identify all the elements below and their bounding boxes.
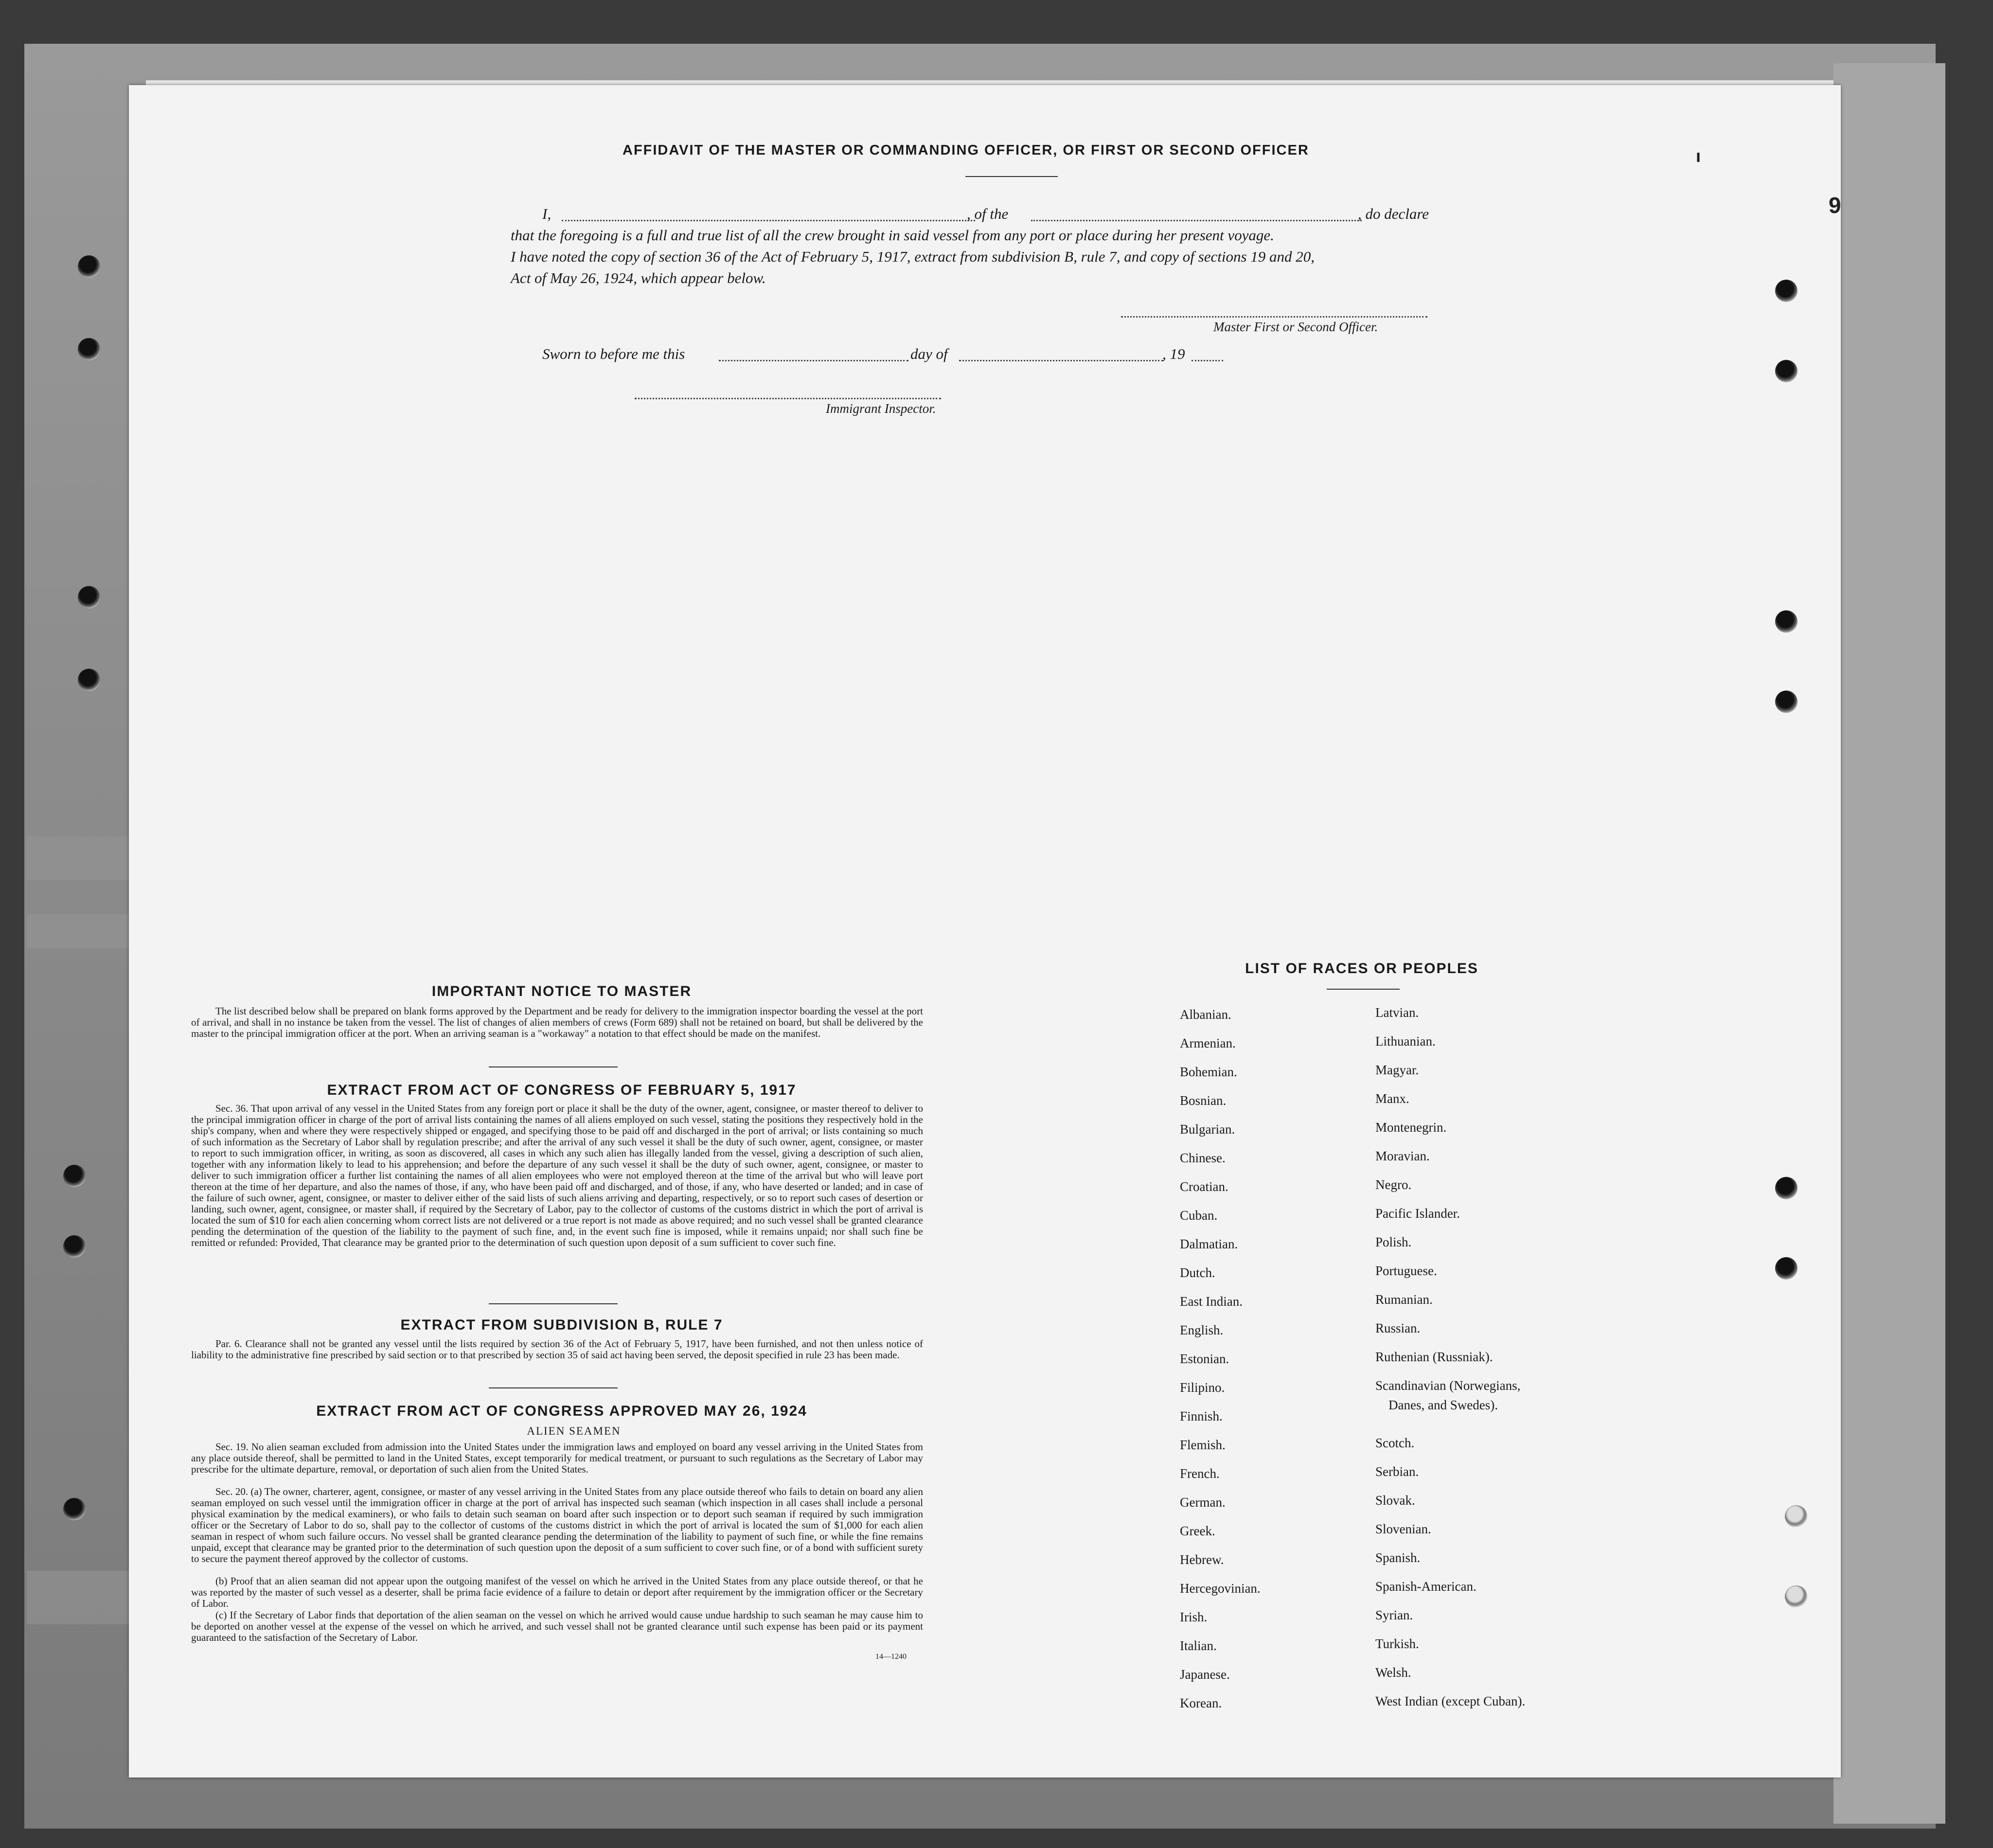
race-item: Montenegrin.: [1375, 1120, 1447, 1135]
sworn-year: , 19: [1162, 345, 1185, 362]
extract-1917-body: Sec. 36. That upon arrival of any vessel in the United States from any foreign port or place it shall be the duty of the owner, agent, consignee, or master thereof to deliver to the principal immigration officer in charge of the port of arrival lists containing the names of all aliens employed on such vessel, stating the positions they respectively hold in the ship's company, when and where they were respectively shipped or engaged, and specifying those to be paid off and discharged in the port of arrival; or lists containing so much of such information as the Secretary of Labor shall by regulation prescribe; and after the arrival of any such vessel it shall be the duty of such owner, agent, consignee, or master to report to such immigration officer, in writing, as soon as discovered, all cases in which any such alien has illegally landed from the vessel, giving a description of such alien, together with any information likely to lead to his apprehension; and before the departure of any such vessel it shall be the duty of such owner, agent, consignee, or master to deliver to such immigration officer a further list containing the names of all alien employees who were not employed thereon at the time of the arrival but who will leave port thereon at the time of her departure, and also the names of those, if any, who have been paid off and discharged, and of those, if any, who have deserted or landed; and in case of the failure of such owner, agent, consignee, or master to deliver either of the said lists of such aliens arriving and departing, respectively, or so to report such cases of desertion or landing, such owner, agent, consignee, or master shall, if required by the Secretary of Labor, pay to the collector of customs of the customs district in which the port of arrival is located the sum of $10 for each alien concerning whom correct lists are not delivered or a true report is not made as above required; and no such vessel shall be granted clearance pending the determination of the question of the liability to the payment of such fine, and, in the event such fine is imposed, while it remains unpaid; nor shall such fine be remitted or refunded: Provided, That clearance may be granted prior to the determination of such question upon deposit of a sum sufficient to cover such fine.: [191, 1102, 923, 1248]
punch-hole: [1785, 1585, 1807, 1608]
race-item: Manx.: [1375, 1091, 1409, 1106]
race-item: Bohemian.: [1180, 1065, 1237, 1079]
sworn-month-blank: [959, 360, 1163, 361]
notice-body: The list described below shall be prepared on blank forms approved by the Department and be ready for delivery to the immigration inspector boarding the vessel at the port of arrival, and shall in no instance be taken from the vessel. The list of changes of alien members of crews (Form 689) shall not be retained on board, but shall be delivered by the master to the principal immigration officer at the port. When an arriving seaman is a "workaway" a notation to that effect should be made on the manifest.: [191, 1005, 923, 1039]
race-item: French.: [1180, 1466, 1220, 1481]
race-item: Danes, and Swedes).: [1388, 1398, 1498, 1412]
punch-hole: [1775, 610, 1797, 633]
extract-1924-title: EXTRACT FROM ACT OF CONGRESS APPROVED MAY 26, 1924: [316, 1403, 807, 1419]
race-item: Slovenian.: [1375, 1522, 1431, 1536]
race-item: Bosnian.: [1180, 1093, 1227, 1108]
sec20b-body: (b) Proof that an alien seaman did not appear upon the outgoing manifest of the vessel on which he arrived in the United States from any place outside thereof, or that he was reported by the master of such vessel as a deserter, shall be prima facie evidence of a failure to detain or deport after requirement by the immigration officer or the Secretary of Labor.: [191, 1575, 923, 1609]
race-item: Estonian.: [1180, 1351, 1229, 1366]
sworn-day-of: day of: [910, 345, 948, 362]
race-item: Dutch.: [1180, 1265, 1215, 1280]
race-item: Scotch.: [1375, 1436, 1415, 1450]
race-item: Latvian.: [1375, 1005, 1419, 1020]
punch-hole: [78, 586, 100, 608]
notice-title: IMPORTANT NOTICE TO MASTER: [431, 983, 692, 999]
race-item: Finnish.: [1180, 1409, 1223, 1423]
margin-number: 9: [1829, 193, 1841, 218]
race-item: Albanian.: [1180, 1007, 1231, 1022]
race-item: Japanese.: [1180, 1667, 1230, 1682]
affidavit-line4: Act of May 26, 1924, which appear below.: [511, 269, 766, 286]
race-item: Moravian.: [1375, 1149, 1430, 1163]
sworn-prefix: Sworn to before me this: [542, 345, 685, 362]
race-item: Scandinavian (Norwegians,: [1375, 1378, 1521, 1393]
punch-hole: [78, 338, 100, 360]
sworn-year-blank: [1192, 360, 1223, 361]
race-item: Filipino.: [1180, 1380, 1225, 1395]
race-item: Flemish.: [1180, 1438, 1226, 1452]
race-item: Syrian.: [1375, 1608, 1413, 1622]
inspector-signature-line: [635, 398, 941, 399]
divider: [965, 176, 1058, 177]
vessel-blank: [1031, 220, 1362, 221]
race-item: Turkish.: [1375, 1636, 1419, 1651]
punch-hole: [1775, 280, 1797, 302]
race-item: Lithuanian.: [1375, 1034, 1436, 1048]
race-item: Ruthenian (Russniak).: [1375, 1350, 1493, 1364]
punch-hole: [78, 255, 100, 278]
race-item: Italian.: [1180, 1638, 1217, 1653]
race-item: Spanish.: [1375, 1550, 1421, 1565]
punch-hole: [63, 1498, 86, 1520]
race-item: Russian.: [1375, 1321, 1421, 1335]
race-item: Negro.: [1375, 1177, 1412, 1192]
punch-hole: [1775, 1257, 1797, 1279]
race-item: Hercegovinian.: [1180, 1581, 1261, 1596]
punch-hole: [1775, 360, 1797, 382]
punch-hole: [78, 669, 100, 691]
race-item: Irish.: [1180, 1610, 1208, 1624]
margin-tick: ı: [1696, 146, 1701, 166]
race-item: Greek.: [1180, 1524, 1215, 1538]
backing-right-edge: [1833, 63, 1945, 1824]
race-item: Spanish-American.: [1375, 1579, 1477, 1594]
divider: [1327, 989, 1400, 990]
race-item: Korean.: [1180, 1696, 1222, 1710]
sworn-day-blank: [719, 360, 908, 361]
name-blank: [562, 220, 975, 221]
sec20c-body: (c) If the Secretary of Labor finds that deportation of the alien seaman on the vessel on which he arrived would cause undue hardship to such seaman he may cause him to be deported on another vessel at the expense of the vessel on which he arrived, and such vessel shall not be granted clearance until such expense has been paid or its payment guaranteed to the satisfaction of the Secretary of Labor.: [191, 1609, 923, 1643]
punch-hole: [63, 1235, 86, 1258]
race-item: Pacific Islander.: [1375, 1206, 1460, 1221]
race-item: East Indian.: [1180, 1294, 1243, 1309]
rule7-body: Par. 6. Clearance shall not be granted any vessel until the lists required by section 36 of the Act of February 5, 1917, have been furnished, and not then unless notice of liability to the administrative fine prescribed by said section or to that prescribed by section 35 of said act having been served, the deposit specified in rule 23 has been made.: [191, 1338, 923, 1361]
race-item: Armenian.: [1180, 1036, 1236, 1050]
race-item: English.: [1180, 1323, 1224, 1337]
race-item: Serbian.: [1375, 1464, 1419, 1479]
alien-seamen-subtitle: ALIEN SEAMEN: [527, 1425, 621, 1437]
punch-hole: [1775, 691, 1797, 713]
sec19-body: Sec. 19. No alien seaman excluded from admission into the United States under the immigration laws and employed on board any vessel arriving in the United States from any place outside thereof, shall be permitted to land in the United States, except temporarily for medical treatment, or pursuant to such regulations as the Secretary of Labor may prescribe for the ultimate departure, removal, or deportation of such alien from the United States.: [191, 1441, 923, 1475]
master-caption: Master First or Second Officer.: [1213, 320, 1378, 334]
race-item: Dalmatian.: [1180, 1237, 1238, 1251]
race-item: Welsh.: [1375, 1665, 1411, 1680]
divider: [489, 1387, 618, 1388]
rule7-title: EXTRACT FROM SUBDIVISION B, RULE 7: [400, 1317, 723, 1333]
race-item: Portuguese.: [1375, 1263, 1437, 1278]
affidavit-line3: I have noted the copy of section 36 of the Act of February 5, 1917, extract from subdivision B, rule 7, and copy of sections 19 and 20,: [511, 248, 1315, 265]
inspector-caption: Immigrant Inspector.: [826, 401, 936, 416]
race-item: Cuban.: [1180, 1208, 1218, 1223]
punch-hole: [63, 1165, 86, 1187]
affidavit-title: AFFIDAVIT OF THE MASTER OR COMMANDING OFFICER, OR FIRST OR SECOND OFFICER: [623, 142, 1309, 158]
master-signature-line: [1121, 316, 1427, 318]
sec20a-body: Sec. 20. (a) The owner, charterer, agent, consignee, or master of any vessel arriving in the United States from any place outside thereof who fails to detain on board any alien seaman employed on such vessel until the immigration officer in charge at the port of arrival has inspected such seaman (which inspection in all cases shall include a personal physical examination by the medical examiners), or who fails to detain such seaman on board after such inspection or to deport such seaman if required by such immigration officer or the Secretary of Labor to do so, shall pay to the collector of customs of the customs district in which the port of arrival is located the sum of $1,000 for each alien seaman in respect of whom such failure occurs. No vessel shall be granted clearance pending the determination of the liability to payment of such fine, or while the fine remains unpaid, except that clearance may be granted prior to the determination of such question upon the deposit of a sum sufficient to cover such fine, or of a bond with sufficient surety to secure the payment thereof approved by the collector of customs.: [191, 1486, 923, 1564]
race-item: Hebrew.: [1180, 1552, 1224, 1567]
affidavit-i: I,: [542, 205, 552, 222]
race-item: Magyar.: [1375, 1063, 1419, 1077]
races-title: LIST OF RACES OR PEOPLES: [1245, 960, 1478, 977]
divider: [489, 1066, 618, 1067]
race-item: Bulgarian.: [1180, 1122, 1235, 1137]
punch-hole: [1785, 1505, 1807, 1528]
affidavit-of-the: , of the: [967, 205, 1009, 222]
race-item: Polish.: [1375, 1235, 1412, 1249]
race-item: Chinese.: [1180, 1151, 1226, 1165]
race-item: West Indian (except Cuban).: [1375, 1694, 1526, 1708]
punch-hole: [1775, 1177, 1797, 1199]
form-number: 14—1240: [875, 1653, 907, 1661]
affidavit-declare: , do declare: [1358, 205, 1429, 222]
tape-strip: [27, 914, 139, 948]
extract-1917-title: EXTRACT FROM ACT OF CONGRESS OF FEBRUARY 5, 1917: [327, 1082, 797, 1098]
race-item: Rumanian.: [1375, 1292, 1433, 1307]
race-item: Slovak.: [1375, 1493, 1415, 1508]
affidavit-line2: that the foregoing is a full and true list of all the crew brought in said vessel from any port or place during her present voyage.: [511, 227, 1274, 244]
race-item: German.: [1180, 1495, 1226, 1510]
divider: [489, 1303, 618, 1304]
tape-strip: [27, 836, 139, 880]
tape-strip: [27, 1571, 139, 1624]
race-item: Croatian.: [1180, 1179, 1228, 1194]
